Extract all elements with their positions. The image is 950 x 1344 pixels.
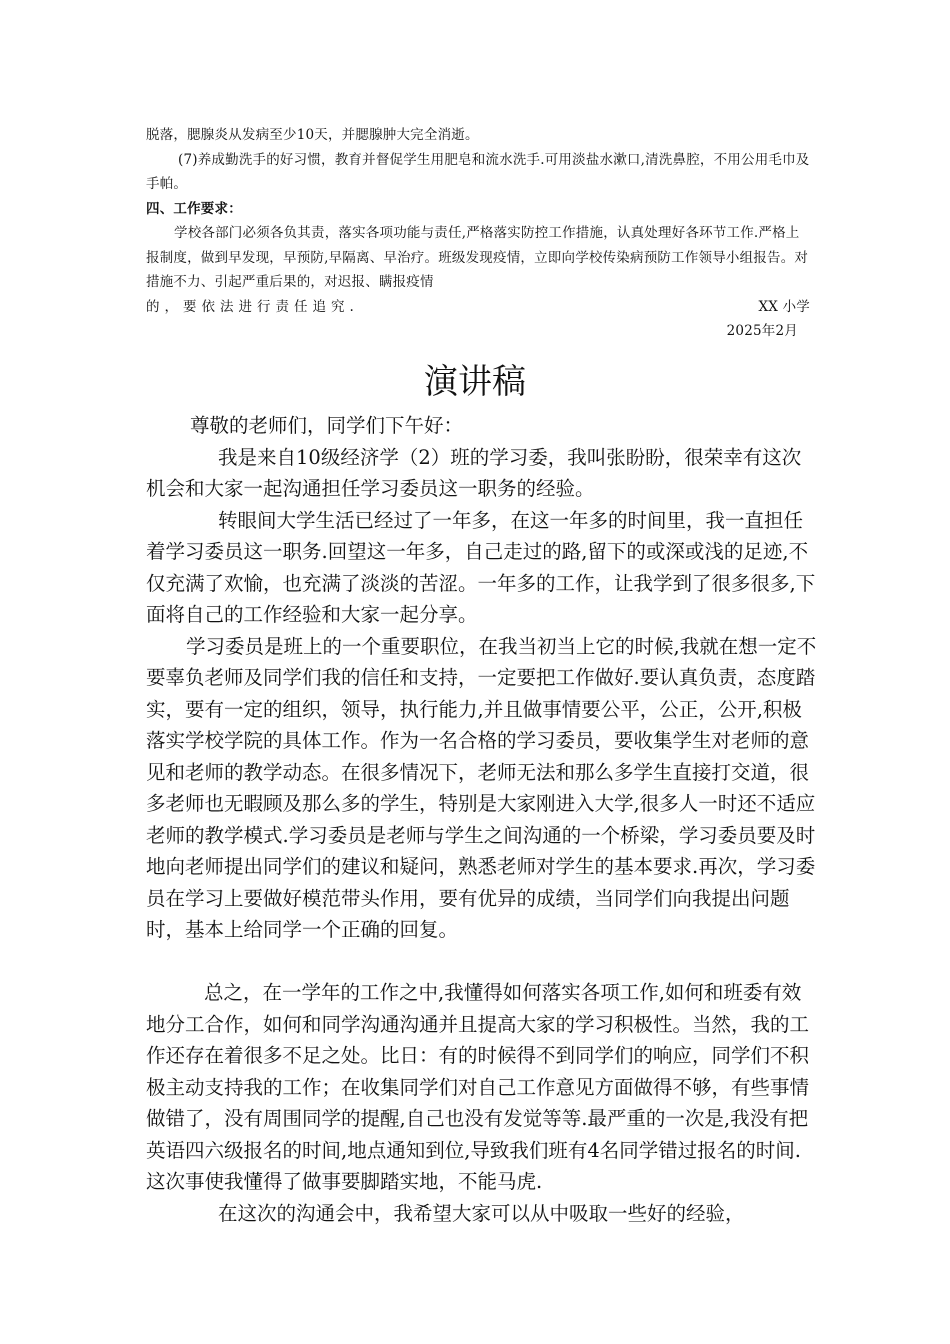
notice-section	[146, 123, 810, 344]
section-4-tail: 的，要依法进行责任追究.	[146, 298, 359, 315]
section-4-body: 学校各部门必须各负其责，落实各项功能与责任,严格落实防控工作措施，认真处理好各环节工作.严格上报制度，做到早发现，早预防,早隔离、早治疗。班级发现疫情，立即向学校传染病预防工作领导小组报告。对措施不力、引起严重后果的，对迟报、瞒报疫情	[146, 225, 809, 290]
speech-paragraph: 在这次的沟通会中，我希望大家可以从中吸取一些好的经验，	[218, 1201, 745, 1225]
speech-paragraph: 学习委员是班上的一个重要职位，在我当初当上它的时候,我就在想一定不要辜负老师及同学们我的信任和支持，一定要把工作做好.要认真负责，态度踏实，要有一定的组织，领导，执行能力,并且做事情要公平，公正，公开,积极落实学校学院的具体工作。作为一名合格的学习委员，要收集学生对老师的意见和老师的教学动态。在很多情况下，老师无法和那么多学生直接打交道，很多老师也无暇顾及那么多的学生，特别是大家刚进入大学,很多人一时还不适应老师的教学模式.学习委员是老师与学生之间沟通的一个桥梁，学习委员要及时地向老师提出同学们的建议和疑问，熟悉老师对学生的基本要求.再次，学习委员在学习上要做好模范带头作用，要有优异的成绩，当同学们向我提出问题时，基本上给同学一个正确的回复。	[146, 634, 817, 941]
speech-paragraph: 转眼间大学生活已经过了一年多，在这一年多的时间里，我一直担任着学习委员这一职务.回望这一年多，自己走过的路,留下的或深或浅的足迹,不仅充满了欢愉，也充满了淡淡的苦涩。一年多的工作，让我学到了很多很多,下面将自己的工作经验和大家一起分享。	[146, 508, 816, 626]
speech-paragraph: 我是来自10级经济学（2）班的学习委，我叫张盼盼，很荣幸有这次机会和大家一起沟通担任学习委员这一职务的经验。	[146, 445, 802, 500]
section-4-tail-row	[146, 295, 810, 320]
notice-item-7: (7)养成勤洗手的好习惯，教育并督促学生用肥皂和流水洗手.可用淡盐水漱口,清洗鼻腔，不用公用毛巾及手帕。	[146, 151, 810, 192]
date: 2025年2月	[726, 323, 798, 339]
notice-continued-line: 脱落，腮腺炎从发病至少10天，并腮腺肿大完全消逝。	[146, 127, 479, 143]
speech-paragraph: 总之，在一学年的工作之中,我懂得如何落实各项工作,如何和班委有效地分工合作，如何和同学沟通沟通并且提高大家的学习积极性。当然，我的工作还存在着很多不足之处。比日：有的时候得不到同学们的响应，同学们不积极主动支持我的工作；在收集同学们对自己工作意见方面做得不够，有些事情做错了，没有周围同学的提醒,自己也没有发觉等等.最严重的一次是,我没有把英语四六级报名的时间,地点通知到位,导致我们班有4名同学错过报名的时间.这次事使我懂得了做事要脚踏实地，不能马虎.	[146, 981, 810, 1193]
signature: XX 小学	[758, 298, 810, 315]
speech-title: 演讲稿	[424, 362, 526, 402]
section-4-heading: 四、工作要求：	[146, 200, 242, 217]
speech-body	[146, 410, 820, 1229]
speech-greeting: 尊敬的老师们，同学们下午好：	[190, 414, 464, 437]
paragraph-spacer	[146, 946, 820, 978]
